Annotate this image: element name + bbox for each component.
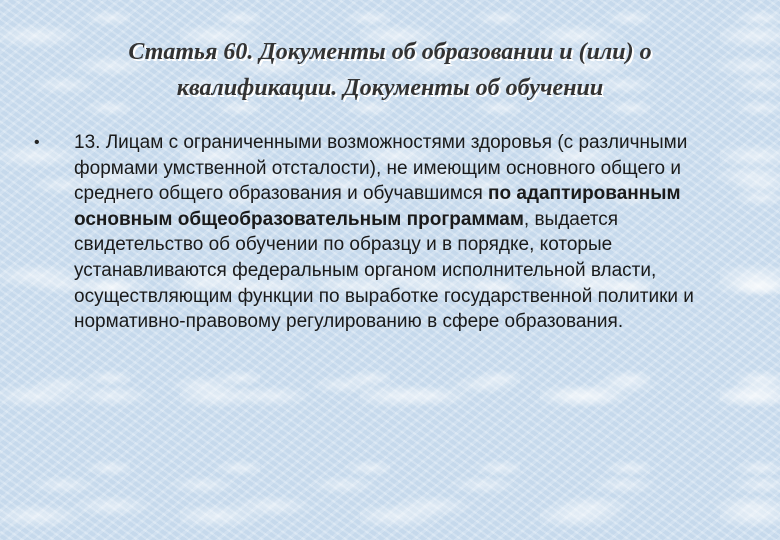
title-line-2: квалификации. Документы об обучении xyxy=(176,75,604,101)
bullet-icon: • xyxy=(34,134,40,151)
list-item xyxy=(34,130,746,335)
slide-title xyxy=(40,34,740,106)
paragraph-text-end: , выдается свидетельство об обучении по образцу и в порядке, которые устанавливаются федеральным органом исполнительной власти, осуществляющим функции по выработке государственной политики и нормативно-правовому регулированию в сфере образования. xyxy=(74,208,694,333)
title-line-1: Статья 60. Документы об образовании и (или) о xyxy=(128,39,652,65)
paragraph xyxy=(74,130,746,335)
paragraph-text-start: 13. Лицам с ограниченными возможностями здоровья (с различными формами умственной отсталости), не имеющим основного общего и среднего общего образования и обучавшимся xyxy=(74,132,688,205)
paragraph-bold-text: по адаптированным основным общеобразовательным программам xyxy=(74,183,681,230)
slide-body xyxy=(34,130,746,335)
